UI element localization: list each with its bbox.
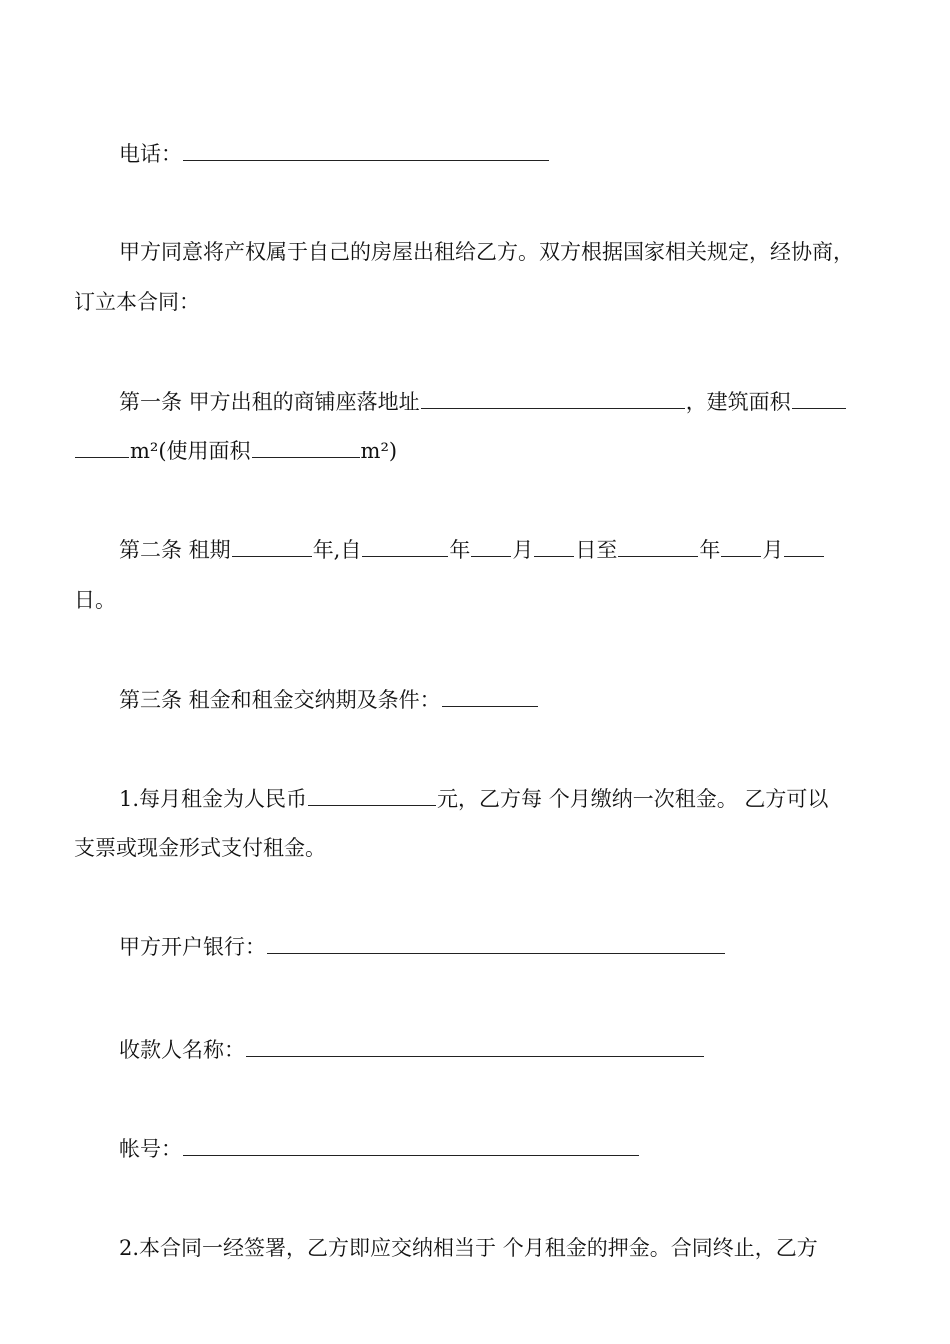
phone-line: [74, 140, 884, 168]
article3-blank: [442, 686, 538, 707]
article2-line-2: [74, 586, 884, 614]
article2-text-2: 年: [449, 538, 471, 562]
bank-blank: [267, 933, 725, 954]
article1-prefix: 第一条 甲方出租的商铺座落地址: [119, 390, 420, 414]
item1-middle: 元，乙方每 个月缴纳一次租金。 乙方可以: [437, 787, 829, 811]
bank-line: [74, 933, 884, 961]
article2-text-6: 月: [762, 538, 784, 562]
account-label: 帐号：: [119, 1137, 182, 1161]
payee-line: [74, 1036, 884, 1064]
article1-unit1: m²(使用面积: [130, 439, 251, 463]
start-day-blank: [534, 536, 574, 557]
intro-text-2: 订立本合同：: [74, 290, 200, 314]
article1-line-2: [74, 437, 884, 465]
article2-text-3: 月: [512, 538, 534, 562]
item2-text: 2.本合同一经签署，乙方即应交纳相当于 个月租金的押金。合同终止，乙方: [119, 1236, 818, 1260]
address-blank: [421, 388, 685, 409]
monthly-rent-blank: [308, 785, 436, 806]
intro-line-2: [74, 288, 884, 316]
payee-label: 收款人名称：: [119, 1038, 245, 1062]
article2-text-1: 年,自: [312, 538, 362, 562]
article2-line-1: [74, 536, 884, 564]
end-year-blank: [618, 536, 698, 557]
item1-line-2: [74, 834, 884, 862]
article2-text-5: 年: [699, 538, 721, 562]
account-blank: [183, 1135, 639, 1156]
article1-area-label: ，建筑面积: [685, 390, 791, 414]
item1-prefix: 1.每月租金为人民币: [119, 787, 308, 811]
term-years-blank: [232, 536, 312, 557]
building-area-blank: [792, 388, 846, 409]
end-month-blank: [721, 536, 761, 557]
article2-text-4: 日至: [575, 538, 618, 562]
bank-label: 甲方开户银行：: [119, 935, 266, 959]
phone-blank: [183, 140, 549, 161]
payee-blank: [246, 1036, 704, 1057]
article3-line: [74, 686, 884, 714]
item1-line-1: [74, 785, 884, 813]
article1-unit2: m²): [360, 439, 398, 463]
intro-text-1: 甲方同意将产权属于自己的房屋出租给乙方。双方根据国家相关规定，经协商，: [119, 240, 854, 264]
article1-line-1: [74, 388, 884, 416]
intro-line-1: [74, 238, 884, 266]
item1-line2-text: 支票或现金形式支付租金。: [74, 836, 326, 860]
start-month-blank: [471, 536, 511, 557]
item2-line: [74, 1234, 884, 1262]
end-day-blank: [784, 536, 824, 557]
building-area-blank-cont: [75, 437, 129, 458]
start-year-blank: [362, 536, 448, 557]
article2-prefix: 第二条 租期: [119, 538, 231, 562]
usable-area-blank: [252, 437, 360, 458]
account-line: [74, 1135, 884, 1163]
article2-end: 日。: [74, 588, 116, 612]
phone-label: 电话：: [119, 142, 182, 166]
article3-label: 第三条 租金和租金交纳期及条件：: [119, 688, 441, 712]
